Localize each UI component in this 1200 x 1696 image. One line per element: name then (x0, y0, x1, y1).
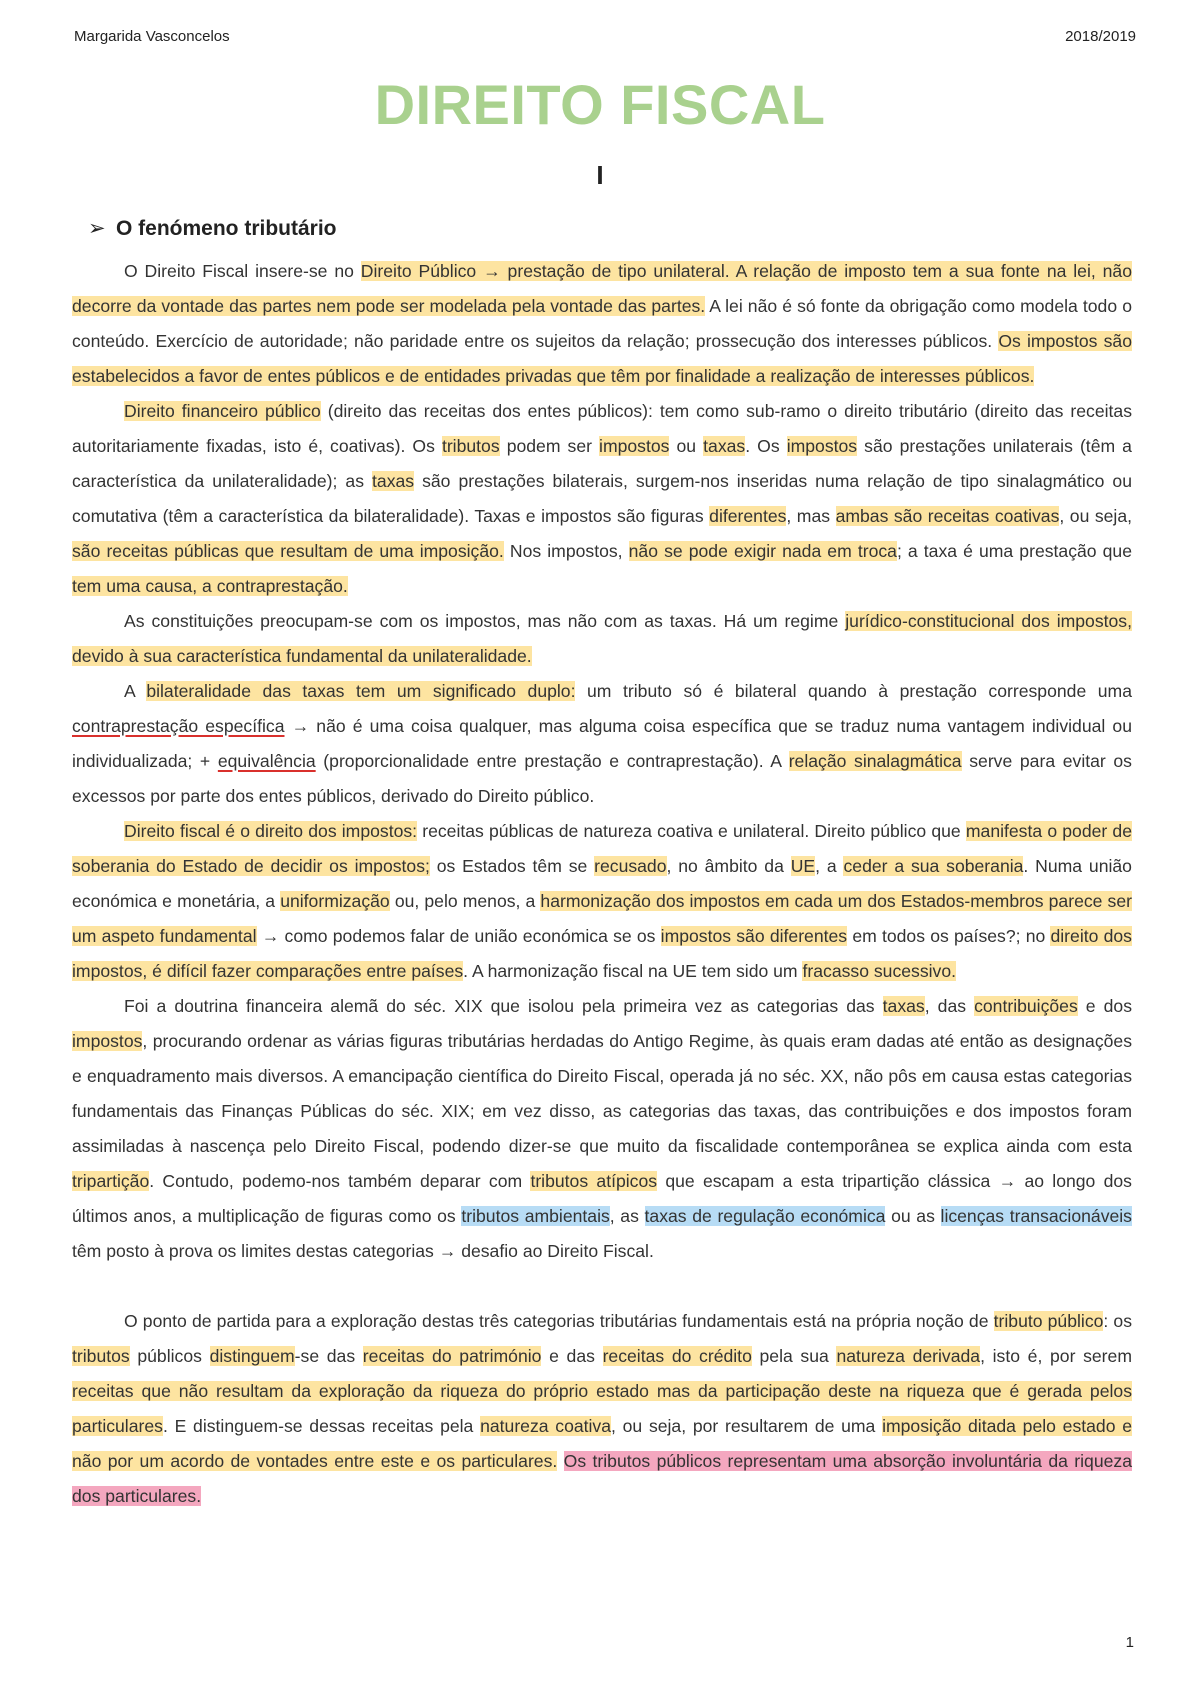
highlighted-text: taxas (882, 996, 925, 1016)
paragraph (72, 1304, 1132, 1514)
highlighted-text: imposição ditada pelo estado e não por um acordo de vontades entre este e os particulares. (72, 1416, 1132, 1471)
document-title: DIREITO FISCAL (374, 73, 826, 136)
highlighted-text: ceder a sua soberania (843, 856, 1024, 876)
highlighted-text: distinguem (209, 1346, 295, 1366)
highlighted-text: contraprestação específica (72, 716, 285, 736)
highlighted-text: são receitas públicas que resultam de uma imposição. (72, 541, 504, 561)
text-run: . Os (745, 436, 787, 456)
section-number: I (596, 160, 604, 190)
text-run: . Contudo, podemo-nos também deparar com (149, 1171, 531, 1191)
highlighted-text: taxas de regulação económica (644, 1206, 886, 1226)
highlighted-text: harmonização dos impostos em cada um dos Estados-membros parece ser um aspeto fundamental (72, 891, 1132, 946)
text-run: ou (669, 436, 704, 456)
text-run: ou, pelo menos, a (389, 891, 541, 911)
text-run: Nos impostos, (503, 541, 629, 561)
arrow-bullet-icon: ➢ (88, 217, 106, 240)
text-run: , a (815, 856, 844, 876)
highlighted-text: UE (790, 856, 816, 876)
highlighted-text: tripartição (72, 1171, 150, 1191)
highlighted-text: tributos (441, 436, 500, 456)
text-run: e das (541, 1346, 603, 1366)
text-run: um tributo só é bilateral quando à prestação corresponde uma (575, 681, 1132, 701)
paragraph (72, 394, 1132, 604)
text-run: que escapam a esta tripartição clássica → ao longo dos últimos anos, a multiplicação de figuras como os (72, 1171, 1132, 1226)
text-run: : os (1103, 1311, 1133, 1331)
header-year: 2018/2019 (1065, 28, 1136, 45)
highlighted-text: receitas do crédito (602, 1346, 752, 1366)
highlighted-text: equivalência (217, 751, 316, 771)
text-run (557, 1451, 563, 1471)
highlighted-text: ambas são receitas coativas (835, 506, 1060, 526)
highlighted-text: licenças transacionáveis (940, 1206, 1132, 1226)
text-run: receitas públicas de natureza coativa e unilateral. Direito público que (417, 821, 966, 841)
section-heading (88, 216, 337, 241)
highlighted-text: Direito financeiro público (124, 401, 321, 421)
highlighted-text: receitas que não resultam da exploração da riqueza do próprio estado mas da participação deste na riqueza que é gerada pelos particulares (72, 1381, 1132, 1436)
paragraph (72, 814, 1132, 989)
text-run: são prestações unilaterais (têm a característica da unilateralidade); as (72, 436, 1132, 491)
highlighted-text: tem uma causa, a contraprestação. (72, 576, 348, 596)
text-run: . Numa união económica e monetária, a (72, 856, 1132, 911)
text-run: são prestações bilaterais, surgem-nos inseridas numa relação de tipo sinalagmático ou comutativa (têm a característica da bilateralidade). Taxas e impostos são figuras (72, 471, 1133, 526)
paragraph (72, 254, 1132, 394)
section-heading-text: O fenómeno tributário (116, 217, 337, 240)
header-author: Margarida Vasconcelos (74, 28, 230, 45)
highlighted-text: jurídico-constitucional dos impostos, devido à sua característica fundamental da unilateralidade. (72, 611, 1132, 666)
text-run: e dos (1077, 996, 1133, 1016)
text-run: , ou seja, por resultarem de uma (611, 1416, 883, 1436)
highlighted-text: impostos (72, 1031, 143, 1051)
text-run: serve para evitar os excessos por parte dos entes públicos, derivado do Direito público. (72, 751, 1132, 806)
text-run: , procurando ordenar as várias figuras tributárias herdadas do Antigo Regime, às quais eram dadas até então as designações e enquadramento mais diversos. A emancipação científica do Direito Fiscal, operada já no séc. XX, não pôs em causa estas categorias fundamentais das Finanças Públicas do séc. XIX; em vez disso, as categorias das taxas, das contribuições e dos impostos foram assimiladas à nascença pelo Direito Fiscal, podendo dizer-se que muito da fiscalidade contemporânea se explica ainda com esta (72, 1031, 1132, 1156)
text-run: . E distinguem-se dessas receitas pela (162, 1416, 481, 1436)
highlighted-text: diferentes (709, 506, 787, 526)
highlighted-text: direito dos impostos, é difícil fazer comparações entre países (72, 926, 1132, 981)
paragraph (72, 604, 1132, 674)
highlighted-text: impostos (599, 436, 670, 456)
text-run: → como podemos falar de união económica se os (256, 926, 661, 946)
highlighted-text: recusado (594, 856, 667, 876)
highlighted-text: tributo público (993, 1311, 1104, 1331)
paragraph (72, 674, 1132, 814)
text-run: , ou seja, (1059, 506, 1133, 526)
text-run: A (124, 681, 147, 701)
highlighted-text: natureza derivada (836, 1346, 981, 1366)
text-run: O Direito Fiscal insere-se no (124, 261, 361, 281)
highlighted-text: tributos ambientais (461, 1206, 610, 1226)
text-run: -se das (294, 1346, 363, 1366)
text-run: em todos os países?; no (847, 926, 1051, 946)
text-run: O ponto de partida para a exploração destas três categorias tributárias fundamentais está na própria noção de (124, 1311, 994, 1331)
highlighted-text: taxas (372, 471, 415, 491)
text-run: têm posto à prova os limites destas categorias → desafio ao Direito Fiscal. (72, 1241, 654, 1261)
highlighted-text: impostos (786, 436, 858, 456)
text-run: As constituições preocupam-se com os impostos, mas não com as taxas. Há um regime (124, 611, 846, 631)
highlighted-text: Direito fiscal é o direito dos impostos: (124, 821, 418, 841)
text-run: . A harmonização fiscal na UE tem sido um (463, 961, 803, 981)
highlighted-text: Os tributos públicos representam uma absorção involuntária da riqueza dos particulares. (72, 1451, 1132, 1506)
highlighted-text: impostos são diferentes (660, 926, 848, 946)
text-run: , mas (786, 506, 836, 526)
text-run: , isto é, por serem (980, 1346, 1132, 1366)
highlighted-text: tributos atípicos (530, 1171, 658, 1191)
highlighted-text: uniformização (280, 891, 390, 911)
highlighted-text: fracasso sucessivo. (802, 961, 957, 981)
highlighted-text: taxas (703, 436, 746, 456)
text-run: públicos (129, 1346, 210, 1366)
text-run: (direito das receitas dos entes públicos): tem como sub-ramo o direito tributário (direito das receitas autoritariamente fixadas, isto é, coativas). Os (72, 401, 1132, 456)
text-run: A lei não é só fonte da obrigação como modela todo o conteúdo. Exercício de autoridade; não paridade entre os sujeitos da relação; prossecução dos interesses públicos. (72, 296, 1132, 351)
text-run: os Estados têm se (429, 856, 595, 876)
text-run: pela sua (751, 1346, 837, 1366)
paragraph (72, 989, 1132, 1269)
highlighted-text: bilateralidade das taxas tem um significado duplo: (146, 681, 576, 701)
text-run: → não é uma coisa qualquer, mas alguma coisa específica que se traduz numa vantagem individual ou individualizada; + (72, 716, 1132, 771)
text-run: Foi a doutrina financeira alemã do séc. XIX que isolou pela primeira vez as categorias das (124, 996, 883, 1016)
text-run: ; a taxa é uma prestação que (896, 541, 1133, 561)
text-run: (proporcionalidade entre prestação e contraprestação). A (315, 751, 789, 771)
highlighted-text: não se pode exigir nada em troca (628, 541, 897, 561)
highlighted-text: tributos (72, 1346, 130, 1366)
highlighted-text: manifesta o poder de soberania do Estado de decidir os impostos; (72, 821, 1133, 876)
text-run: ou as (885, 1206, 941, 1226)
text-run: , no âmbito da (666, 856, 791, 876)
text-run: podem ser (499, 436, 600, 456)
highlighted-text: contribuições (974, 996, 1078, 1016)
highlighted-text: receitas do património (362, 1346, 542, 1366)
page-number: 1 (1125, 1634, 1134, 1651)
highlighted-text: Os impostos são estabelecidos a favor de entes públicos e de entidades privadas que têm por finalidade a realização de interesses públicos. (72, 331, 1132, 386)
highlighted-text: relação sinalagmática (788, 751, 962, 771)
body-text (72, 254, 1132, 1514)
highlighted-text: Direito Público → prestação de tipo unilateral. A relação de imposto tem a sua fonte na lei, não decorre da vontade das partes nem pode ser modelada pela vontade das partes. (72, 261, 1132, 316)
highlighted-text: natureza coativa (480, 1416, 612, 1436)
text-run: , as (609, 1206, 645, 1226)
text-run: , das (924, 996, 975, 1016)
